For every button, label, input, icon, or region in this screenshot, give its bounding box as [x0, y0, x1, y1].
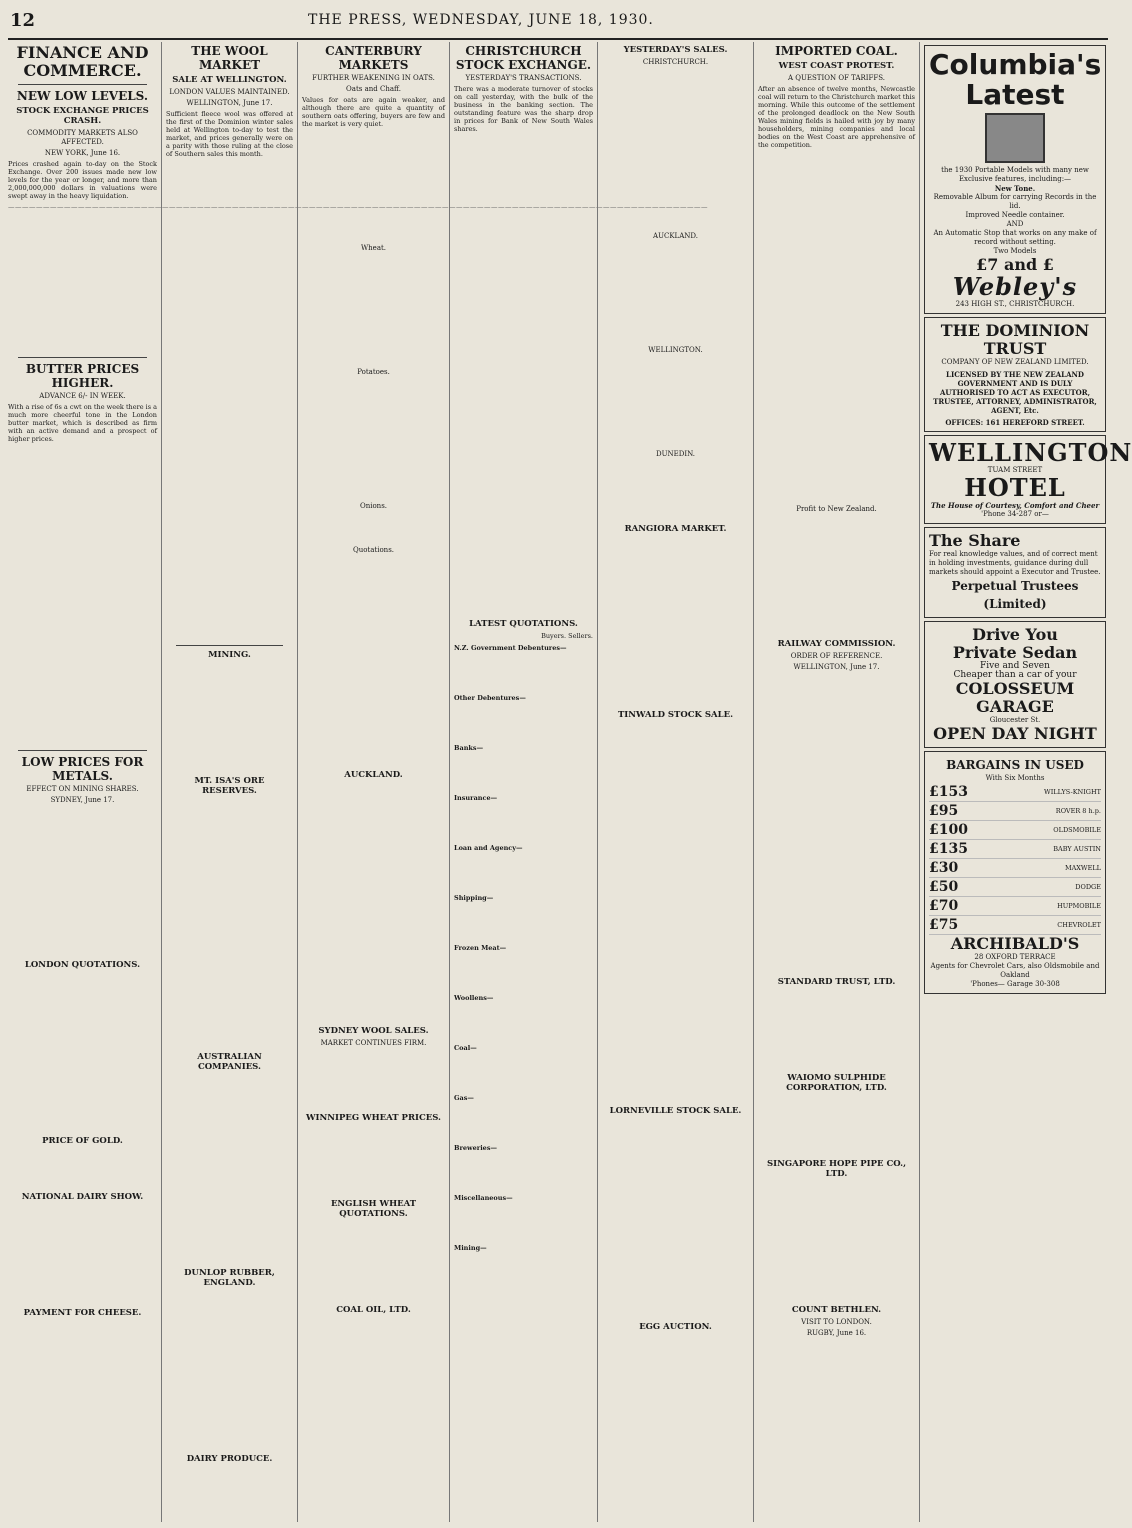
- quotation-category: Mining—: [454, 1244, 487, 1252]
- column-coal: [754, 42, 920, 1522]
- ad-text: 'Phones— Garage 30-308: [970, 980, 1060, 988]
- subhead: WEST COAST PROTEST.: [778, 61, 895, 71]
- ad-headline: THE DOMINION TRUST: [940, 321, 1090, 358]
- headline-london-quotations: LONDON QUOTATIONS.: [24, 960, 141, 970]
- ad-text: Gloucester St.: [989, 716, 1041, 724]
- headline-railway: RAILWAY COMMISSION.: [777, 639, 896, 649]
- masthead: [8, 4, 1108, 40]
- headline-latest-quotations: LATEST QUOTATIONS.: [469, 619, 578, 629]
- ad-dominion-trust[interactable]: [924, 317, 1106, 432]
- ad-text: Five and Seven: [980, 661, 1050, 671]
- subhead: Oats and Chaff.: [346, 85, 401, 93]
- ad-text: 28 OXFORD TERRACE: [974, 953, 1056, 961]
- ad-headline: Private Sedan: [952, 643, 1078, 662]
- ad-text: COMPANY OF NEW ZEALAND LIMITED.: [941, 358, 1089, 366]
- subhead: STOCK EXCHANGE PRICES CRASH.: [16, 106, 149, 126]
- ad-text: Perpetual Trustees (Limited): [951, 579, 1079, 611]
- headline-sales: YESTERDAY'S SALES.: [623, 45, 728, 55]
- price-row: £153 WILLYS-KNIGHT: [929, 784, 1101, 800]
- quotation-category: Gas—: [454, 1094, 474, 1102]
- ad-text: For real knowledge values, and of correct ment in holding investments, guidance during dull markets should appoint a Executor and Trustee.: [929, 550, 1101, 576]
- ad-text: New Tone.: [994, 184, 1036, 193]
- ad-headline: COLOSSEUM GARAGE: [955, 679, 1075, 716]
- dateline: RUGBY, June 16.: [806, 1329, 867, 1337]
- ad-archibald[interactable]: [924, 751, 1106, 994]
- subhead: ADVANCE 6/- IN WEEK.: [39, 392, 126, 400]
- subhead: YESTERDAY'S TRANSACTIONS.: [465, 74, 582, 82]
- headline-butter: BUTTER PRICES HIGHER.: [25, 362, 140, 390]
- headline-mining: MINING.: [208, 650, 251, 660]
- headline-stock-exchange: CHRISTCHURCH STOCK EXCHANGE.: [455, 44, 592, 72]
- quotation-category: Other Debentures—: [454, 694, 526, 702]
- ad-wellington-hotel[interactable]: [924, 435, 1132, 524]
- subhead: Onions.: [359, 502, 388, 510]
- quotation-category: Miscellaneous—: [454, 1194, 513, 1202]
- ad-text: LICENSED BY THE NEW ZEALAND GOVERNMENT AND IS DULY AUTHORISED TO ACT AS EXECUTOR, TRUSTEE, ATTORNEY, ADMINISTRATOR, AGENT, Etc.: [933, 370, 1097, 415]
- article-body: After an absence of twelve months, Newcastle coal will return to the Christchurch market this morning. While this outcome of the settlement of the prolonged deadlock on the New South Wales mining fields is hailed with joy by many householders, mining companies and local bodies on the West Coast are apprehensive of the competition.: [758, 85, 915, 149]
- subhead: Quotations.: [352, 546, 395, 554]
- ad-address: 243 HIGH ST., CHRISTCHURCH.: [955, 300, 1075, 308]
- quotation-category: Shipping—: [454, 894, 494, 902]
- page-title: THE PRESS, WEDNESDAY, JUNE 18, 1930.: [308, 12, 654, 28]
- headline-trust: STANDARD TRUST, LTD.: [777, 977, 896, 987]
- quotation-category: Breweries—: [454, 1144, 497, 1152]
- ad-text: Improved Needle container.: [965, 211, 1065, 219]
- gramophone-image: [985, 113, 1045, 163]
- section-title: FINANCE AND COMMERCE.: [16, 43, 149, 80]
- price-row: £50 DODGE: [929, 879, 1101, 895]
- price-row: £70 HUPMOBILE: [929, 898, 1101, 914]
- ad-text: The House of Courtesy, Comfort and Cheer: [930, 501, 1100, 510]
- headline-ores: MT. ISA'S ORE RESERVES.: [194, 776, 265, 796]
- ad-text: Cheaper than a car of your: [953, 670, 1077, 680]
- subhead: VISIT TO LONDON.: [801, 1318, 872, 1326]
- price-list: [929, 783, 1101, 935]
- headline-coal-oil: COAL OIL, LTD.: [336, 1305, 411, 1315]
- price-row: £75 CHEVROLET: [929, 917, 1101, 933]
- ad-price: £7 and £: [976, 255, 1054, 274]
- price-row: £100 OLDSMOBILE: [929, 822, 1101, 838]
- headline-egg: EGG AUCTION.: [639, 1322, 712, 1332]
- headline-singapore: SINGAPORE HOPE PIPE CO., LTD.: [766, 1159, 907, 1179]
- headline-new-low: NEW LOW LEVELS.: [16, 89, 149, 103]
- headline-wool: THE WOOL MARKET: [191, 44, 268, 72]
- ad-text: With Six Months: [985, 774, 1045, 782]
- headline-dairy: DAIRY PRODUCE.: [186, 1454, 273, 1464]
- headline-dunlop: DUNLOP RUBBER, ENGLAND.: [184, 1268, 275, 1288]
- quotation-category: Coal—: [454, 1044, 477, 1052]
- subhead: EFFECT ON MINING SHARES.: [26, 785, 139, 793]
- headline-rangiora: RANGIORA MARKET.: [624, 524, 727, 534]
- ad-text: Agents for Chevrolet Cars, also Oldsmobile and Oakland: [930, 962, 1100, 979]
- subhead: AUCKLAND.: [653, 232, 698, 240]
- subhead: LONDON VALUES MAINTAINED.: [169, 88, 290, 96]
- subhead: SALE AT WELLINGTON.: [172, 75, 287, 85]
- article-body: There was a moderate turnover of stocks on call yesterday, with the bulk of the business in the banking section. The outstanding feature was the sharp drop in prices for Bank of New South Wales shares.: [454, 85, 593, 133]
- ad-perpetual[interactable]: [924, 527, 1106, 618]
- headline-count: COUNT BETHLEN.: [791, 1305, 882, 1315]
- headline-lorneville: LORNEVILLE STOCK SALE.: [609, 1106, 742, 1116]
- ad-text: the 1930 Portable Models with many new Exclusive features, including:—: [941, 166, 1089, 183]
- ad-headline: WELLINGTON: [929, 438, 1132, 467]
- column-finance: FINANCE AND COMMERCE. NEW LOW LEVELS. STOCK EXCHANGE PRICES CRASH. COMMODITY MARKETS ALSO AFFECTED. NEW YORK, June 16. Prices crashed again to-day on the Stock Exchange. Over 200 issues made new low levels for the year or longer, and more than 2,000,000,000 dollars in valuations were swept away in the heavy liquidation. ———————————————————————————————————————————————————————————————————————————————————————————————————— BUTTER PRICES HIGHER. ADVANCE 6/- IN WEEK. With a rise of 6s a cwt on the week there is a much more cheerful tone in the London butter market, which is described as firm with an active demand and a prospect of higher prices. LOW PRICES FOR METALS. EFFECT ON MINING SHARES. SYDNEY, June 17. LONDON QUOTATIONS. PRICE OF GOLD. NATIONAL DAIRY SHOW. PAYMENT FOR CHEESE.: [4, 42, 162, 1522]
- article-body: Prices crashed again to-day on the Stock Exchange. Over 200 issues made new low levels for the year or longer, and more than 2,000,000,000 dollars in valuations were swept away in the heavy liquidation.: [8, 160, 157, 200]
- column-ads: [920, 42, 1132, 1522]
- quotation-category: Insurance—: [454, 794, 498, 802]
- sellers-label: Sellers.: [568, 632, 593, 640]
- quotations-table: [454, 644, 593, 1290]
- ad-headline: Columbia's Latest: [929, 48, 1102, 111]
- ad-text: TUAM STREET: [987, 466, 1043, 474]
- ad-text: OFFICES: 161 HEREFORD STREET.: [945, 418, 1085, 427]
- headline-metals: LOW PRICES FOR METALS.: [21, 755, 144, 783]
- subhead: WELLINGTON.: [648, 346, 703, 354]
- subhead: Wheat.: [360, 244, 387, 252]
- ad-text: 'Phone 34-287 or—: [981, 510, 1049, 518]
- ad-headline: Drive You: [972, 625, 1058, 644]
- ad-text: AND: [1006, 220, 1024, 228]
- article-body: Values for oats are again weaker, and although there are quite a quantity of southern oats offering, buyers are few and the market is very quiet.: [302, 96, 445, 128]
- headline-english-wheat: ENGLISH WHEAT QUOTATIONS.: [330, 1199, 417, 1219]
- headline-gold: PRICE OF GOLD.: [42, 1136, 123, 1146]
- article-body: Sufficient fleece wool was offered at the first of the Dominion winter sales held at Wellington to-day to test the market, and prices generally were on a parity with those ruling at the close of Southern sales this month.: [166, 110, 293, 158]
- table-header: [454, 632, 593, 640]
- dateline: WELLINGTON, June 17.: [186, 99, 273, 107]
- ad-headline: ARCHIBALD'S: [950, 934, 1080, 953]
- column-stock-exchange: [450, 42, 598, 1522]
- subhead: CHRISTCHURCH.: [642, 58, 709, 66]
- headline-coal: IMPORTED COAL.: [775, 44, 898, 58]
- ad-text: Removable Album for carrying Records in the lid.: [933, 193, 1097, 210]
- price-row: £30 MAXWELL: [929, 860, 1101, 876]
- ad-webleys-logo: Webley's: [952, 272, 1078, 301]
- quotation-category: N.Z. Government Debentures—: [454, 644, 567, 652]
- headline-tinwald: TINWALD STOCK SALE.: [617, 710, 734, 720]
- subhead: COMMODITY MARKETS ALSO AFFECTED.: [27, 129, 138, 146]
- subhead: ORDER OF REFERENCE.: [790, 652, 883, 660]
- price-row: £95 ROVER 8 h.p.: [929, 803, 1101, 819]
- headline-winnipeg: WINNIPEG WHEAT PRICES.: [305, 1113, 442, 1123]
- subhead: Profit to New Zealand.: [796, 505, 877, 513]
- ad-headline: The Share: [929, 531, 1021, 550]
- dateline: NEW YORK, June 16.: [44, 149, 121, 157]
- subhead: DUNEDIN.: [655, 450, 696, 458]
- column-wool: [162, 42, 298, 1522]
- quotation-category: Frozen Meat—: [454, 944, 507, 952]
- quotation-category: Banks—: [454, 744, 484, 752]
- page-number: 12: [10, 10, 36, 31]
- ad-text: Two Models: [993, 247, 1037, 255]
- subhead: A QUESTION OF TARIFFS.: [787, 74, 886, 82]
- quotation-category: Woollens—: [454, 994, 494, 1002]
- article-body: With a rise of 6s a cwt on the week there is a much more cheerful tone in the London butter market, which is described as firm with an active demand and a prospect of higher prices.: [8, 403, 157, 443]
- headline-cheese: PAYMENT FOR CHEESE.: [23, 1308, 142, 1318]
- dateline: WELLINGTON, June 17.: [793, 663, 880, 671]
- ad-columbia[interactable]: [924, 45, 1106, 314]
- subhead: MARKET CONTINUES FIRM.: [320, 1039, 427, 1047]
- headline-canterbury: CANTERBURY MARKETS: [325, 44, 422, 72]
- ad-text: OPEN DAY NIGHT: [933, 724, 1097, 743]
- column-sales: [598, 42, 754, 1522]
- headline-dairy-show: NATIONAL DAIRY SHOW.: [21, 1192, 144, 1202]
- headline-sydney: SYDNEY WOOL SALES.: [318, 1026, 429, 1036]
- headline-waiomo: WAIOMO SULPHIDE CORPORATION, LTD.: [786, 1073, 887, 1093]
- buyers-label: Buyers.: [541, 632, 567, 640]
- quotation-category: Loan and Agency—: [454, 844, 523, 852]
- column-canterbury: [298, 42, 450, 1522]
- subhead: FURTHER WEAKENING IN OATS.: [312, 74, 435, 82]
- ad-headline: HOTEL: [964, 473, 1066, 502]
- subhead: Potatoes.: [357, 368, 390, 376]
- ad-text: An Automatic Stop that works on any make of record without setting.: [933, 229, 1097, 246]
- dateline: SYDNEY, June 17.: [50, 796, 115, 804]
- ad-headline: BARGAINS IN USED: [946, 758, 1084, 772]
- headline-auckland: AUCKLAND.: [344, 770, 403, 780]
- price-row: £135 BABY AUSTIN: [929, 841, 1101, 857]
- ad-colosseum[interactable]: [924, 621, 1106, 748]
- headline-australian: AUSTRALIAN COMPANIES.: [197, 1052, 262, 1072]
